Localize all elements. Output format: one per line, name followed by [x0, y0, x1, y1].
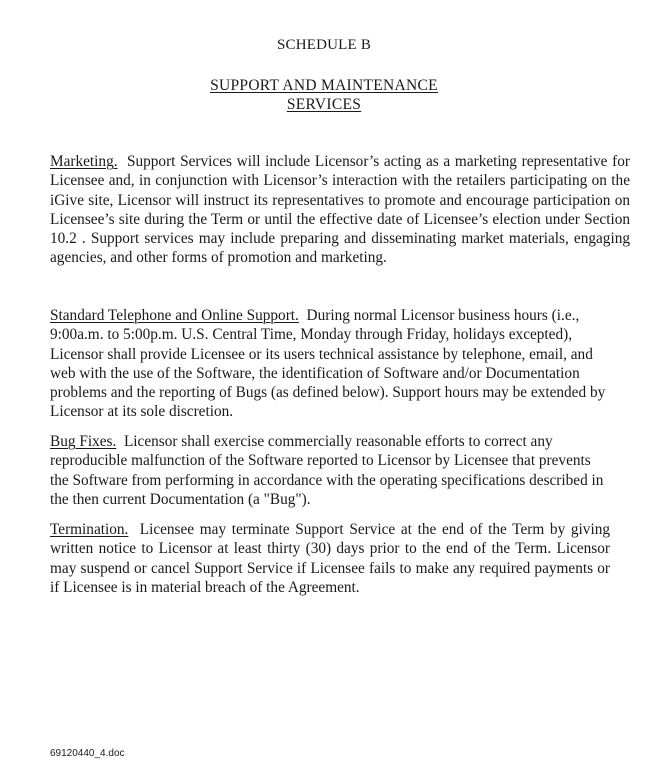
schedule-label: SCHEDULE B [276, 37, 372, 53]
section-termination [50, 520, 610, 597]
title-line-1: SUPPORT AND MAINTENANCE [210, 77, 438, 94]
section-body: During normal Licensor business hours (i.e., 9:00a.m. to 5:00p.m. U.S. Central Time, Monday through Friday, holidays excepted), Licensor shall provide Licensee or its users technical assistance by telephone, email, and web with the use of the Software, the identification of Software and/or Documentation problems and the reporting of Bugs (as defined below). Support hours may be extended by Licensor at its sole discretion. [50, 307, 606, 421]
section-body: Licensor shall exercise commercially reasonable efforts to correct any reproducible malfunction of the Software reported to Licensor by Licensee that prevents the Software from performing in accordance with the operating specifications described in the then current Documentation (a "Bug"). [50, 433, 604, 508]
section-heading: Standard Telephone and Online Support. [50, 307, 299, 324]
section-marketing [50, 152, 630, 268]
section-body: Support Services will include Licensor’s acting as a marketing representative for Licensee and, in conjunction with Licensor’s interaction with the retailers participating on the iGive site, Licensor will instruct its representatives to promote and encourage participation on Licensee’s site during the Term or until the effective date of Licensee’s election under Section 10.2 . Support services may include preparing and disseminating market materials, engaging agencies, and other forms of promotion and marketing. [50, 153, 630, 267]
section-heading: Bug Fixes. [50, 433, 117, 450]
section-heading: Termination. [50, 521, 129, 538]
title-line-2: SERVICES [286, 96, 362, 113]
document-footer: 69120440_4.doc [50, 748, 125, 759]
section-standard-support [50, 306, 610, 422]
section-heading: Marketing. [50, 153, 118, 170]
document-title [0, 76, 648, 114]
section-bug-fixes [50, 432, 610, 509]
section-body: Licensee may terminate Support Service at the end of the Term by giving written notice to Licensor at least thirty (30) days prior to the end of the Term. Licensor may suspend or cancel Support Service if Licensee fails to make any required payments or if Licensee is in material breach of the Agreement. [50, 521, 610, 596]
